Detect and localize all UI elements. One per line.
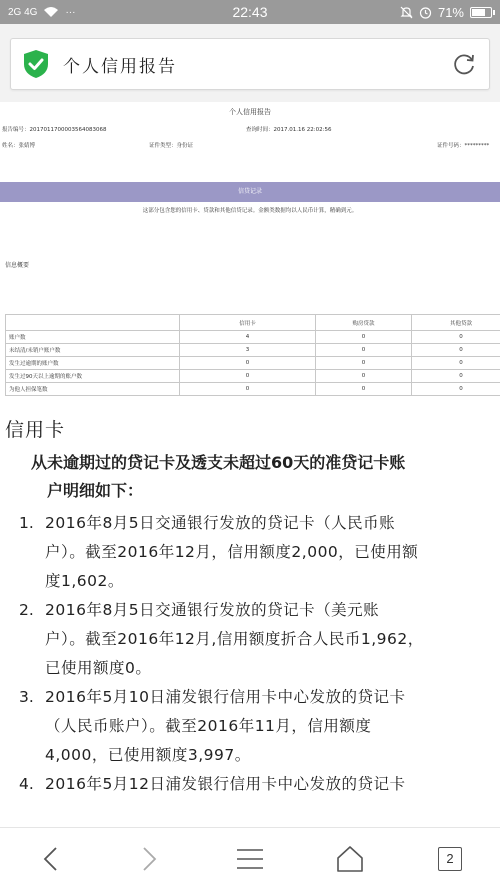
list-item-text: 2016年5月10日浦发银行信用卡中心发放的贷记卡 （人民币账户）。截至2016年11月，信用额度 4,000，已使用额度3,997。 <box>45 688 406 764</box>
table-cell: 0 <box>412 344 500 357</box>
table-header-cell <box>6 315 180 331</box>
table-cell: 0 <box>180 357 316 370</box>
list-item <box>5 509 500 596</box>
menu-button[interactable] <box>225 837 275 881</box>
table-row <box>6 383 500 396</box>
intro-line: 户明细如下： <box>47 481 144 500</box>
table-cell: 0 <box>316 370 412 383</box>
table-header-cell: 信用卡 <box>180 315 316 331</box>
home-icon <box>336 845 364 873</box>
list-item-text: 2016年5月12日浦发银行信用卡中心发放的贷记卡 <box>45 775 406 793</box>
status-right <box>400 5 492 20</box>
more-dots: ··· <box>65 6 76 18</box>
table-header-cell: 其他贷款 <box>412 315 500 331</box>
credit-card-list <box>5 509 500 799</box>
section-note: 这部分包含您的信用卡、贷款和其他信贷记录。金额类数据均以人民币计算，精确到元。 <box>142 208 358 214</box>
list-item <box>5 683 500 770</box>
table-header-row <box>6 315 500 331</box>
report-title: 个人信用报告 <box>229 108 271 116</box>
menu-icon <box>236 848 264 870</box>
table-row <box>6 370 500 383</box>
page-title: 个人信用报告 <box>63 56 177 77</box>
mute-icon <box>400 6 413 19</box>
credit-card-section <box>0 417 500 820</box>
credit-card-heading: 信用卡 <box>5 419 66 441</box>
table-cell: 发生过逾期的账户数 <box>6 357 180 370</box>
table-cell: 发生过90天以上逾期的账户数 <box>6 370 180 383</box>
forward-button[interactable] <box>125 837 175 881</box>
list-item <box>5 770 500 799</box>
table-cell: 4 <box>180 331 316 344</box>
status-bar <box>0 0 500 24</box>
report-document <box>0 102 500 417</box>
list-item-text: 2016年8月5日交通银行发放的贷记卡（人民币账 户）。截至2016年12月，信用额度2,000，已使用额 度1,602。 <box>45 514 419 590</box>
list-item-number: 2. <box>19 601 34 619</box>
name-field: 姓名：张婧博 <box>2 143 36 149</box>
table-cell: 0 <box>180 370 316 383</box>
list-item-text: 2016年8月5日交通银行发放的贷记卡（美元账 户）。截至2016年12月,信用额度折合人民币1,962， 已使用额度0。 <box>45 601 424 677</box>
back-button[interactable] <box>25 837 75 881</box>
intro-line: 从未逾期过的贷记卡及透支未超过60天的准贷记卡账 <box>31 453 406 472</box>
list-item-number: 4. <box>19 775 34 793</box>
network-indicator: 2G 4G <box>8 6 38 18</box>
battery-icon <box>470 7 492 18</box>
info-overview-label: 信息概要 <box>5 262 30 269</box>
table-cell: 0 <box>412 331 500 344</box>
bottom-navigation-bar <box>0 827 500 889</box>
home-button[interactable] <box>325 837 375 881</box>
table-cell: 0 <box>316 357 412 370</box>
table-cell: 0 <box>316 331 412 344</box>
credit-card-intro <box>5 449 500 505</box>
tabs-button[interactable] <box>425 837 475 881</box>
table-cell: 0 <box>180 383 316 396</box>
reload-icon[interactable] <box>451 51 477 77</box>
table-cell: 未结清/未销户账户数 <box>6 344 180 357</box>
list-item <box>5 596 500 683</box>
table-cell: 0 <box>316 383 412 396</box>
address-bar[interactable] <box>10 38 490 90</box>
report-number: 报告编号：2017011700003564083068 <box>2 127 107 133</box>
table-cell: 0 <box>316 344 412 357</box>
table-header-cell: 购房贷款 <box>316 315 412 331</box>
table-cell: 3 <box>180 344 316 357</box>
table-cell: 0 <box>412 357 500 370</box>
table-cell: 账户数 <box>6 331 180 344</box>
list-item-number: 3. <box>19 688 34 706</box>
chevron-right-icon <box>142 846 158 872</box>
address-bar-area <box>0 24 500 102</box>
table-row <box>6 344 500 357</box>
id-number-field: 证件号码：********* <box>437 143 490 149</box>
table-row <box>6 331 500 344</box>
alarm-icon <box>419 6 432 19</box>
security-shield-icon <box>23 49 49 79</box>
query-time: 查询时间：2017.01.16 22:02:56 <box>246 127 332 133</box>
section-header-credit-record: 信贷记录 <box>0 182 500 202</box>
summary-table <box>5 314 500 396</box>
id-type-field: 证件类型：身份证 <box>149 143 194 149</box>
table-cell: 0 <box>412 383 500 396</box>
battery-percent: 71% <box>437 4 464 20</box>
table-cell: 为他人担保笔数 <box>6 383 180 396</box>
chevron-left-icon <box>42 846 58 872</box>
list-item-number: 1. <box>19 514 34 532</box>
table-cell: 0 <box>412 370 500 383</box>
status-time: 22:43 <box>232 4 268 20</box>
table-row <box>6 357 500 370</box>
tab-count-badge: 2 <box>438 847 462 871</box>
